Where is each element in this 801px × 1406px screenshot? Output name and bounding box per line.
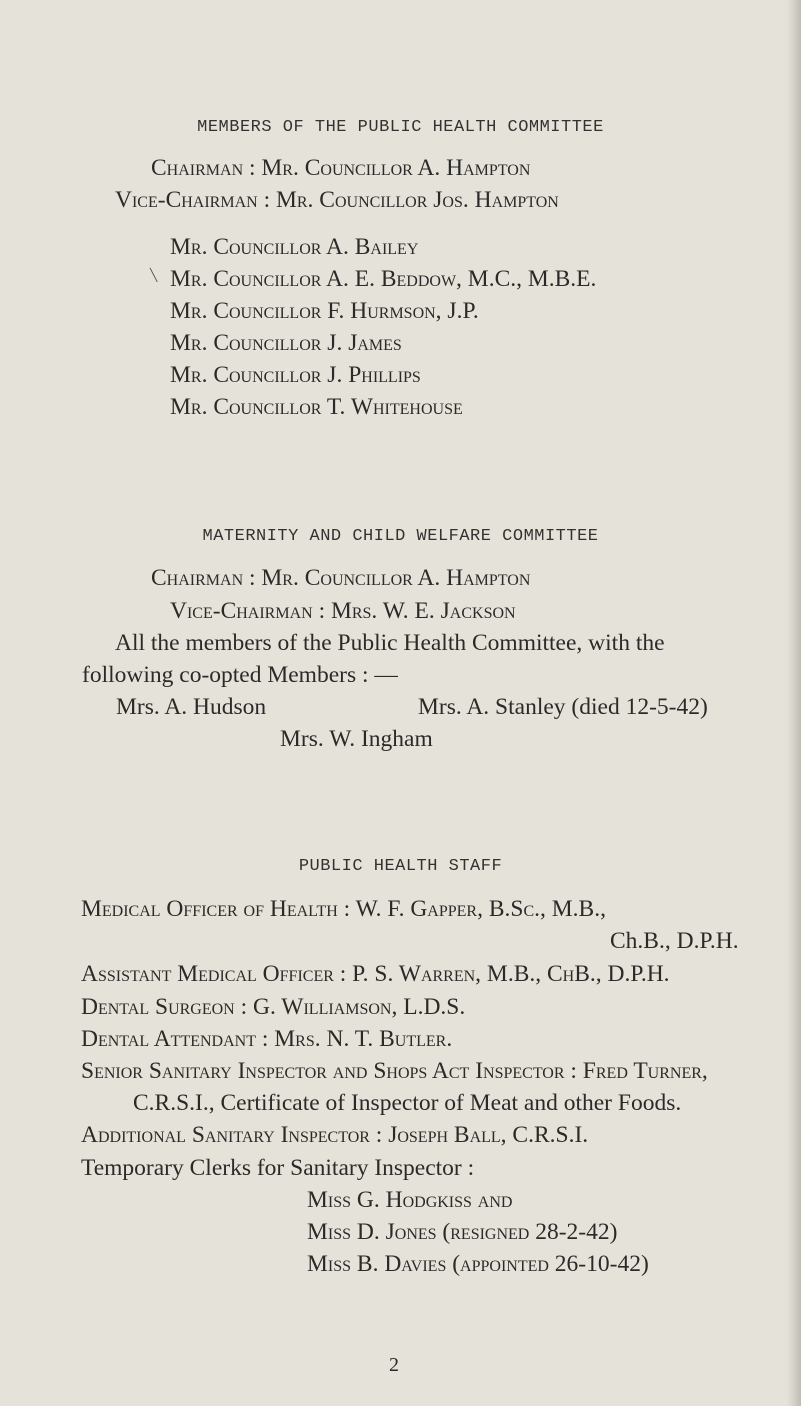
staff-dental-surgeon: Dental Surgeon : G. Williamson, L.D.S. (81, 994, 466, 1020)
ph-member: Mr. Councillor F. Hurmson, J.P. (170, 298, 479, 324)
staff-senior-sanitary-inspector-line-1: Senior Sanitary Inspector and Shops Act Inspector : Fred Turner, (81, 1058, 708, 1084)
ph-member: Mr. Councillor T. Whitehouse (170, 394, 463, 420)
staff-heading: PUBLIC HEALTH STAFF (298, 857, 503, 876)
stray-mark-icon: ╲ (150, 268, 158, 282)
staff-clerk: Miss G. Hodgkiss and (307, 1187, 513, 1213)
staff-clerk: Miss D. Jones (resigned 28-2-42) (307, 1219, 618, 1245)
ph-member: Mr. Councillor A. Bailey (170, 234, 419, 260)
staff-moh-line-2: Ch.B., D.P.H. (610, 928, 739, 954)
mcw-note-line-1: All the members of the Public Health Committee, with the (115, 630, 665, 656)
mcw-coopted-member: Mrs. A. Hudson (116, 694, 267, 720)
staff-additional-sanitary-inspector: Additional Sanitary Inspector : Joseph Ball, C.R.S.I. (81, 1122, 589, 1148)
page-edge-shadow (787, 0, 801, 1406)
ph-vice-chairman: Vice-Chairman : Mr. Councillor Jos. Hampton (115, 187, 559, 213)
mcw-coopted-member: Mrs. A. Stanley (died 12-5-42) (418, 694, 708, 720)
mcw-coopted-member: Mrs. W. Ingham (280, 726, 433, 752)
mcw-committee-heading: MATERNITY AND CHILD WELFARE COMMITTEE (202, 527, 599, 546)
ph-member: Mr. Councillor J. James (170, 330, 402, 356)
staff-clerk: Miss B. Davies (appointed 26-10-42) (307, 1251, 649, 1277)
staff-moh-line-1: Medical Officer of Health : W. F. Gapper, B.Sc., M.B., (81, 896, 606, 922)
ph-member: Mr. Councillor J. Phillips (170, 362, 421, 388)
ph-member: Mr. Councillor A. E. Beddow, M.C., M.B.E. (170, 266, 597, 292)
ph-chairman: Chairman : Mr. Councillor A. Hampton (151, 155, 531, 181)
staff-senior-sanitary-inspector-line-2: C.R.S.I., Certificate of Inspector of Meat and other Foods. (133, 1090, 682, 1116)
mcw-vice-chairman: Vice-Chairman : Mrs. W. E. Jackson (170, 598, 516, 624)
page-number: 2 (389, 1354, 399, 1376)
staff-assistant-mo: Assistant Medical Officer : P. S. Warren, M.B., ChB., D.P.H. (81, 961, 670, 987)
mcw-chairman: Chairman : Mr. Councillor A. Hampton (151, 565, 531, 591)
staff-clerks-label: Temporary Clerks for Sanitary Inspector : (81, 1155, 475, 1181)
staff-dental-attendant: Dental Attendant : Mrs. N. T. Butler. (81, 1026, 453, 1052)
mcw-note-line-2: following co-opted Members : — (82, 662, 398, 688)
ph-committee-heading: MEMBERS OF THE PUBLIC HEALTH COMMITTEE (197, 118, 604, 137)
